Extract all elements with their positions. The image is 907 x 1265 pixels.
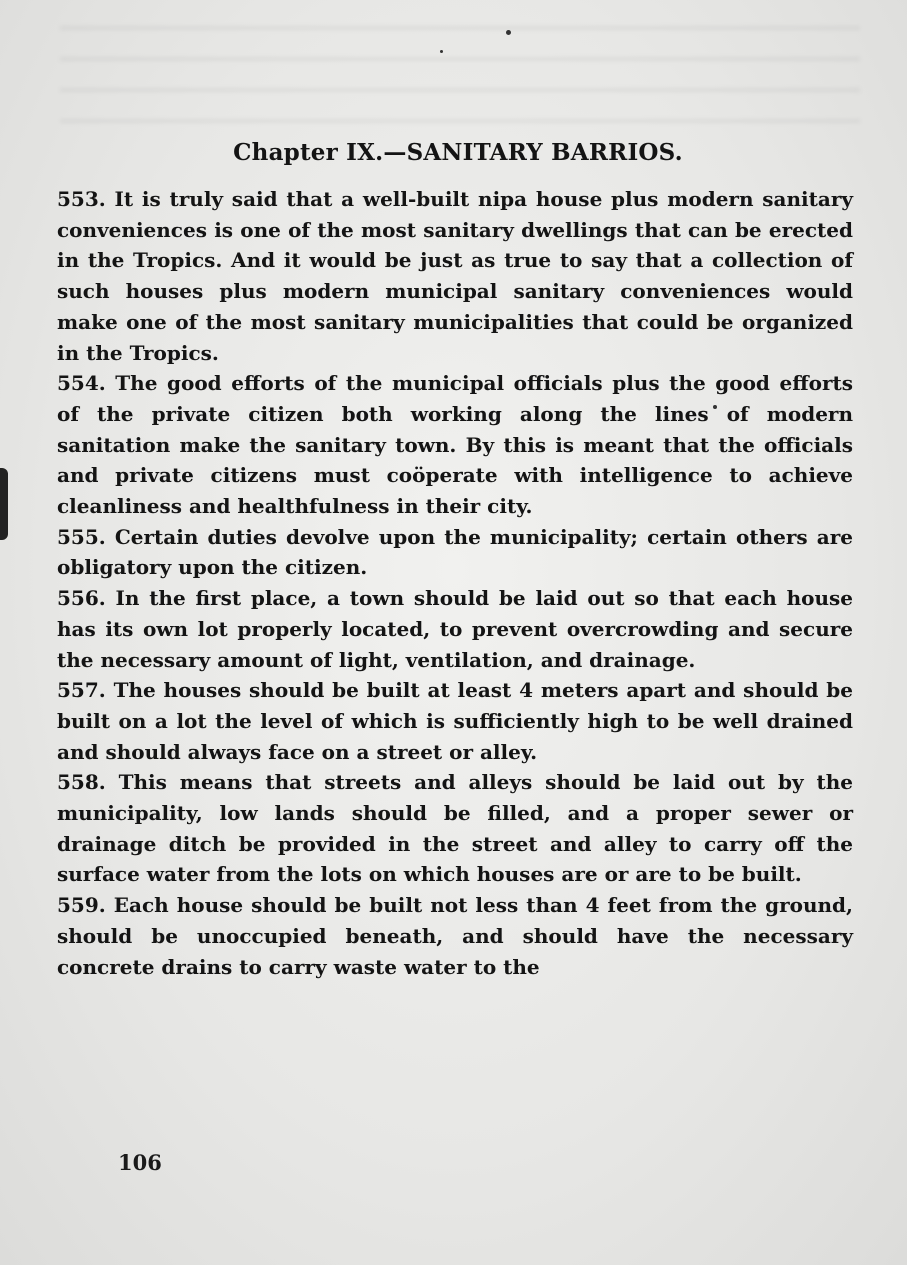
paragraph-text: The good efforts of the municipal officials plus the good efforts of the private citizen both working along the lines of modern sanitation make the sanitary town. By this is meant that the officials and private citizens must coöperate with intelligence to achieve cleanliness and healthfulness in their city. xyxy=(57,371,853,519)
paragraph-557 xyxy=(57,675,853,767)
ink-speck xyxy=(506,30,511,35)
paragraph-text: Certain duties devolve upon the municipality; certain others are obligatory upon the citizen. xyxy=(57,524,853,580)
chapter-title: Chapter IX.—SANITARY BARRIOS. xyxy=(233,139,683,166)
paragraph-number: 559. xyxy=(57,893,106,918)
paragraph-text: The houses should be built at least 4 meters apart and should be built on a lot the level of which is sufficiently high to be well drained and should always face on a street or alley. xyxy=(57,678,853,764)
ink-speck xyxy=(440,50,443,53)
paragraph-555 xyxy=(57,522,853,583)
paragraph-text: It is truly said that a well-built nipa house plus modern sanitary conveniences is one of the most sanitary dwellings that can be erected in the Tropics. And it would be just as true to say that a collection of such houses plus modern municipal sanitary conveniences would make one of the most sanitary municipalities that could be organized in the Tropics. xyxy=(57,187,853,365)
binding-edge-mark xyxy=(0,468,8,540)
paragraph-556 xyxy=(57,583,853,675)
paragraph-number: 556. xyxy=(57,586,106,611)
page-content xyxy=(57,138,853,982)
paragraph-553 xyxy=(57,184,853,368)
paragraph-text: In the first place, a town should be laid out so that each house has its own lot properly located, to prevent overcrowding and secure the necessary amount of light, ventilation, and drainage. xyxy=(57,586,854,672)
paragraph-text: This means that streets and alleys should be laid out by the municipality, low lands should be filled, and a proper sewer or drainage ditch be provided in the street and alley to carry off the surface water from the lots on which houses are or are to be built. xyxy=(57,770,853,887)
paragraph-number: 554. xyxy=(57,371,106,396)
paragraph-554 xyxy=(57,368,853,522)
paragraph-number: 553. xyxy=(57,187,106,211)
paragraph-number: 557. xyxy=(57,678,106,703)
paragraph-number: 555. xyxy=(57,524,106,549)
paragraph-number: 558. xyxy=(57,770,106,795)
show-through-text xyxy=(60,10,860,130)
paragraph-559 xyxy=(57,890,853,982)
page-number: 106 xyxy=(118,1150,162,1175)
paragraph-558 xyxy=(57,767,853,890)
paragraph-text: Each house should be built not less than 4 feet from the ground, should be unoccupied beneath, and should have the necessary concrete drains to carry waste water to the xyxy=(57,893,853,979)
